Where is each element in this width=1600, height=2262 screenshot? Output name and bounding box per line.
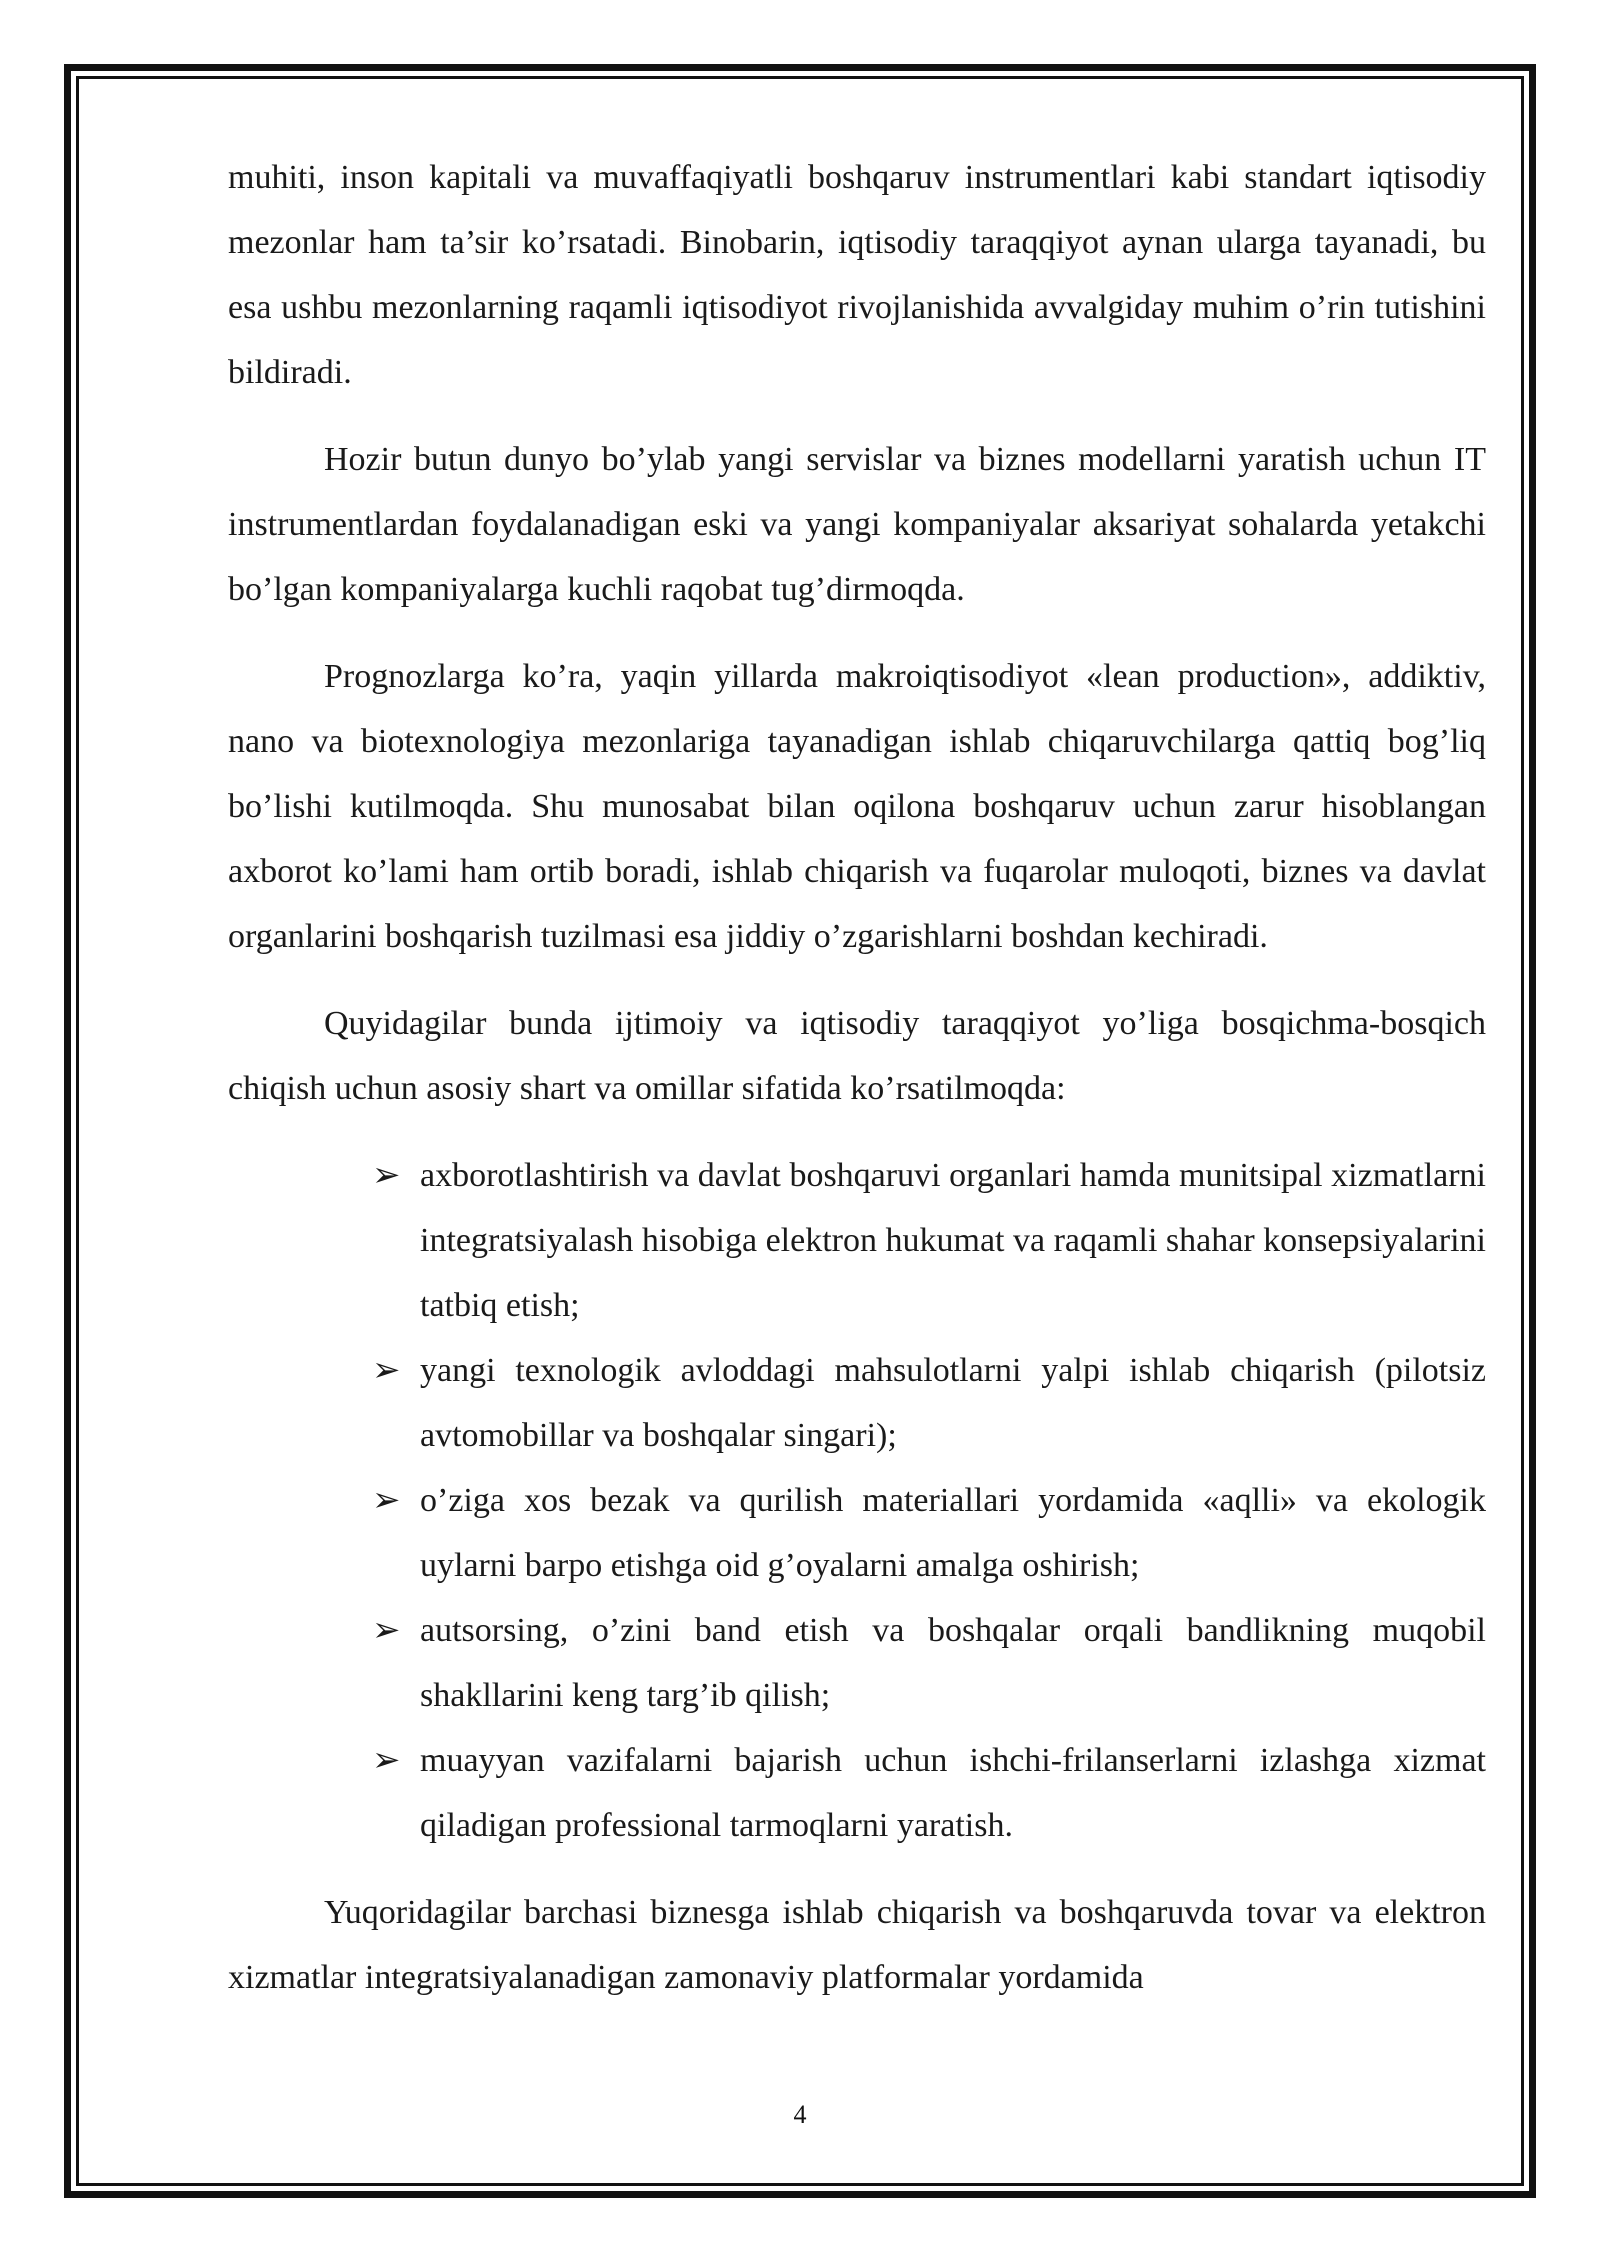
arrow-bullet-icon: ➢ [372,1482,401,1519]
paragraph-3: Prognozlarga ko’ra, yaqin yillarda makroiqtisodiyot «lean production», addiktiv, nano va biotexnologiya mezonlariga tayanadigan ishlab chiqaruvchilarga qattiq bog’liq bo’lishi kutilmoqda. Shu munosabat bilan oqilona boshqaruv uchun zarur hisoblangan axborot ko’lami ham ortib boradi, ishlab chiqarish va fuqarolar muloqoti, biznes va davlat organlarini boshqarish tuzilmasi esa jiddiy o’zgarishlarni boshdan kechiradi. [228,658,1486,955]
list-item [372,1338,1486,1468]
arrow-bullet-icon: ➢ [372,1157,401,1194]
list-item-text: autsorsing, o’zini band etish va boshqalar orqali bandlikning muqobil shakllarini keng targ’ib qilish; [420,1612,1486,1714]
list-item [372,1143,1486,1338]
arrow-bullet-icon: ➢ [372,1352,401,1389]
list-item [372,1728,1486,1858]
bullet-list [228,1143,1486,1858]
list-item [372,1598,1486,1728]
list-item-text: yangi texnologik avloddagi mahsulotlarni yalpi ishlab chiqarish (pilotsiz avtomobillar va boshqalar singari); [420,1352,1486,1454]
arrow-bullet-icon: ➢ [372,1612,401,1649]
document-body [228,145,1486,2032]
list-item [372,1468,1486,1598]
list-item-text: muayyan vazifalarni bajarish uchun ishchi-frilanserlarni izlashga xizmat qiladigan professional tarmoqlarni yaratish. [420,1742,1486,1844]
closing-paragraph: Yuqoridagilar barchasi biznesga ishlab chiqarish va boshqaruvda tovar va elektron xizmatlar integratsiyalanadigan zamonaviy platformalar yordamida [228,1894,1486,1996]
list-item-text: o’ziga xos bezak va qurilish materiallari yordamida «aqlli» va ekologik uylarni barpo etishga oid g’oyalarni amalga oshirish; [420,1482,1486,1584]
list-item-text: axborotlashtirish va davlat boshqaruvi organlari hamda munitsipal xizmatlarni integratsiyalash hisobiga elektron hukumat va raqamli shahar konsepsiyalarini tatbiq etish; [420,1157,1486,1324]
paragraph-2: Hozir butun dunyo bo’ylab yangi servislar va biznes modellarni yaratish uchun IT instrumentlardan foydalanadigan eski va yangi kompaniyalar aksariyat sohalarda yetakchi bo’lgan kompaniyalarga kuchli raqobat tug’dirmoqda. [228,441,1486,608]
paragraph-4: Quyidagilar bunda ijtimoiy va iqtisodiy taraqqiyot yo’liga bosqichma-bosqich chiqish uchun asosiy shart va omillar sifatida ko’rsatilmoqda: [228,1005,1486,1107]
page-number: 4 [793,2100,807,2129]
arrow-bullet-icon: ➢ [372,1742,401,1779]
paragraph-1: muhiti, inson kapitali va muvaffaqiyatli boshqaruv instrumentlari kabi standart iqtisodiy mezonlar ham ta’sir ko’rsatadi. Binobarin, iqtisodiy taraqqiyot aynan ularga tayanadi, bu esa ushbu mezonlarning raqamli iqtisodiyot rivojlanishida avvalgiday muhim o’rin tutishini bildiradi. [228,159,1486,391]
